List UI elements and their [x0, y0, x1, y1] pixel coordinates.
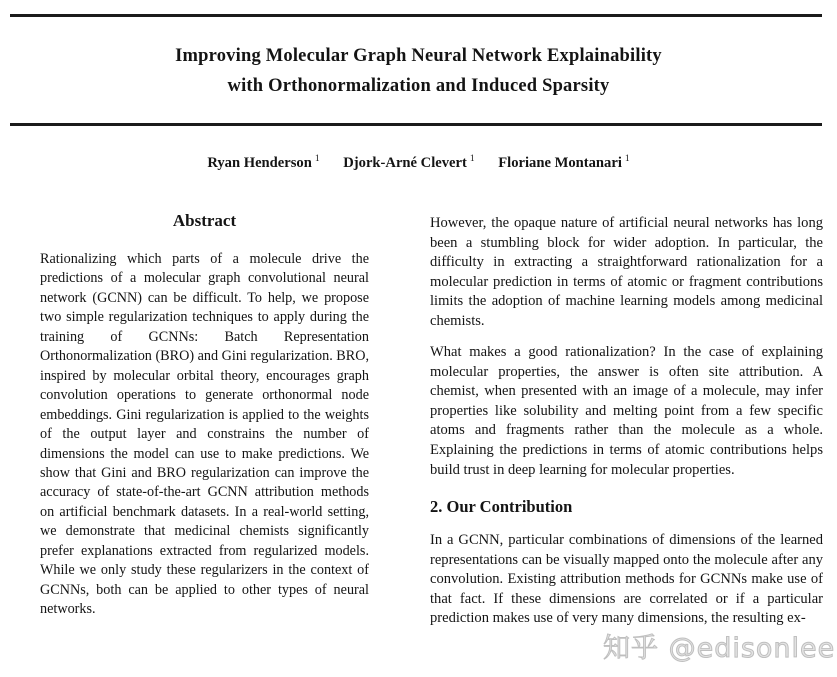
paper-title-line-1: Improving Molecular Graph Neural Network Explainability: [175, 46, 662, 66]
author-2-name: Djork-Arné Clevert: [343, 154, 467, 171]
author-3-name: Floriane Montanari: [498, 154, 622, 171]
author-1-affiliation-mark: 1: [314, 154, 320, 164]
author-3-affiliation-mark: 1: [624, 154, 630, 164]
author-1: [207, 155, 319, 171]
author-1-name: Ryan Henderson: [207, 154, 312, 171]
top-rule: [10, 14, 822, 17]
right-column: [430, 214, 823, 641]
intro-paragraph-2: What makes a good rationalization? In the case of explaining molecular properties, the answer is often site attribution. A chemist, when presented with an image of a molecule, may infer properties like solubility and melting point from a few specific atoms and fragments rather than the molecule as a whole. Explaining the predictions in terms of atomic contributions helps build trust in deep learning for molecular properties.: [430, 344, 823, 478]
author-list: [0, 154, 837, 172]
author-2: [343, 155, 474, 171]
abstract-text: Rationalizing which parts of a molecule drive the predictions of a molecular graph convolutional neural network (GCNN) can be difficult. To help, we propose two simple regularization techniques to apply during the training of GCNNs: Batch Representation Orthonormalization (BRO) and Gini regularization. BRO, inspired by molecular orbital theory, encourages graph convolution operations to generate orthonormal node embeddings. Gini regularization is applied to the weights of the output layer and constrains the number of dimensions the model can use to make predictions. We show that Gini and BRO regularization can improve the accuracy of state-of-the-art GCNN attribution methods on artificial benchmark datasets. In a real-world setting, we demonstrate that medicinal chemists significantly prefer explanations extracted from regularized models. While we only study these regularizers in the context of GCNNs, both can be applied to other types of neural networks.: [40, 251, 370, 618]
author-2-affiliation-mark: 1: [469, 154, 475, 164]
abstract-heading: Abstract: [172, 211, 237, 230]
contribution-paragraph: In a GCNN, particular combinations of dimensions of the learned representations can be visually mapped onto the molecule after any convolution. Existing attribution methods for GCNNs make use of that fact. If these dimensions are correlated or if a particular prediction makes use of very many dimensions, the resulting ex-: [430, 532, 823, 627]
section-heading-contribution: 2. Our Contribution: [430, 497, 573, 517]
intro-paragraph-1: However, the opaque nature of artificial neural networks has long been a stumbling block for wider adoption. In particular, the difficulty in extracting a straightforward rationalization for a molecular prediction in terms of atomic or fragment contributions limits the adoption of machine learning models among medicinal chemists.: [430, 215, 823, 329]
author-3: [498, 155, 629, 171]
left-column: [40, 211, 369, 620]
watermark: 知乎 @edisonlee: [603, 633, 836, 664]
paper-title: [0, 41, 837, 101]
paper-title-line-2: with Orthonormalization and Induced Sparsity: [227, 76, 610, 96]
title-bottom-rule: [10, 123, 822, 126]
